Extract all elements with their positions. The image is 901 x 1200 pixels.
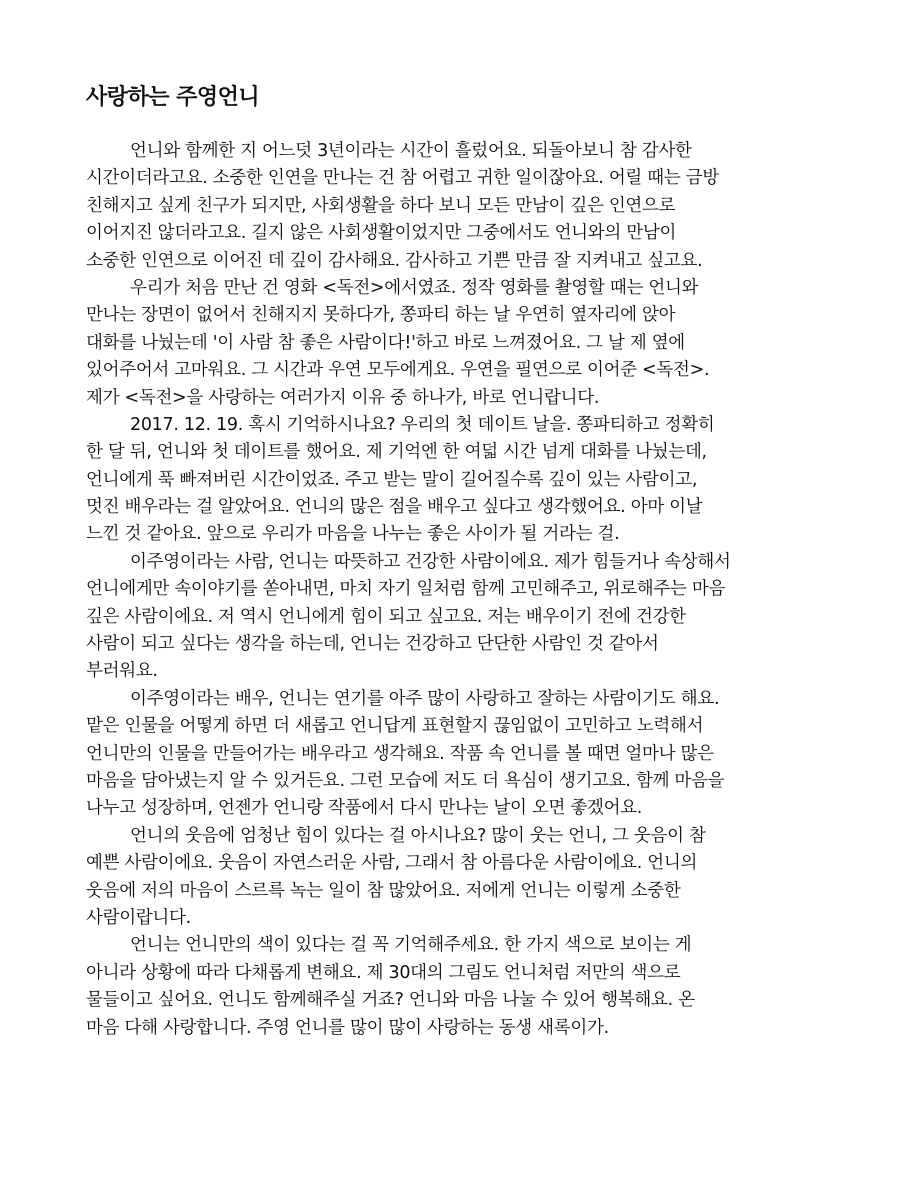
letter-line: 깊은 사람이에요. 저 역시 언니에게 힘이 되고 싶고요. 저는 배우이기 전에 건강한 — [86, 606, 686, 627]
letter-line: 물들이고 싶어요. 언니도 함께해주실 거죠? 언니와 마음 나눌 수 있어 행복해요. 온 — [86, 990, 695, 1011]
letter-line: 느낀 것 같아요. 앞으로 우리가 마음을 나누는 좋은 사이가 될 거라는 걸. — [86, 524, 620, 545]
letter-line: 만나는 장면이 없어서 친해지지 못하다가, 쫑파티 하는 날 우연히 옆자리에 앉아 — [86, 305, 676, 326]
letter-line: 있어주어서 고마워요. 그 시간과 우연 모두에게요. 우연을 필연으로 이어준 <독전>. — [86, 360, 710, 381]
letter-line: 부러워요. — [86, 661, 158, 682]
letter-line: 아니라 상황에 따라 다채롭게 변해요. 제 30대의 그림도 언니처럼 저만의 색으로 — [86, 962, 681, 983]
letter-line: 소중한 인연으로 이어진 데 깊이 감사해요. 감사하고 기쁜 만큼 잘 지켜내고 싶고요. — [86, 250, 703, 271]
letter-line: 마음 다해 사랑합니다. 주영 언니를 많이 많이 사랑하는 동생 새록이가. — [86, 1017, 609, 1038]
letter-line: 마음을 담아냈는지 알 수 있거든요. 그런 모습에 저도 더 욕심이 생기고요. 함께 마음을 — [86, 770, 725, 791]
letter-line: 예쁜 사람이에요. 웃음이 자연스러운 사람, 그래서 참 아름다운 사람이에요. 언니의 — [86, 853, 698, 874]
letter-line: 언니의 웃음에 엄청난 힘이 있다는 걸 아시나요? 많이 웃는 언니, 그 웃음이 참 — [130, 825, 706, 846]
letter-line: 이주영이라는 배우, 언니는 연기를 아주 많이 사랑하고 잘하는 사람이기도 해요. — [130, 688, 720, 709]
letter-line: 한 달 뒤, 언니와 첫 데이트를 했어요. 제 기억엔 한 여덟 시간 넘게 대화를 나눴는데, — [86, 442, 707, 463]
letter-line: 제가 <독전>을 사랑하는 여러가지 이유 중 하나가, 바로 언니랍니다. — [86, 387, 600, 408]
letter-line: 언니와 함께한 지 어느덧 3년이라는 시간이 흘렀어요. 되돌아보니 참 감사한 — [130, 141, 692, 161]
letter-line: 이주영이라는 사람, 언니는 따뜻하고 건강한 사람이에요. 제가 힘들거나 속상해서 — [130, 551, 731, 572]
letter-line: 시간이더라고요. 소중한 인연을 만나는 건 참 어렵고 귀한 일이잖아요. 어릴 때는 금방 — [86, 168, 719, 189]
letter-line: 언니만의 인물을 만들어가는 배우라고 생각해요. 작품 속 언니를 볼 때면 얼마나 많은 — [86, 743, 714, 764]
letter-body — [86, 138, 826, 1042]
letter-line: 맡은 인물을 어떻게 하면 더 새롭고 언니답게 표현할지 끊임없이 고민하고 노력해서 — [86, 716, 704, 737]
letter-title: 사랑하는 주영언니 — [86, 85, 260, 110]
letter-line: 이어지진 않더라고요. 길지 않은 사회생활이었지만 그중에서도 언니와의 만남이 — [86, 223, 677, 244]
letter-line: 사람이 되고 싶다는 생각을 하는데, 언니는 건강하고 단단한 사람인 것 같아서 — [86, 634, 659, 655]
letter-line: 웃음에 저의 마음이 스르륵 녹는 일이 참 많았어요. 저에게 언니는 이렇게 소중한 — [86, 880, 681, 901]
letter-line: 대화를 나눴는데 '이 사람 참 좋은 사람이다!'하고 바로 느껴졌어요. 그 날 제 옆에 — [86, 332, 685, 353]
letter-line: 멋진 배우라는 걸 알았어요. 언니의 많은 점을 배우고 싶다고 생각했어요. 아마 이날 — [86, 497, 703, 518]
letter-line: 우리가 처음 만난 건 영화 <독전>에서였죠. 정작 영화를 촬영할 때는 언니와 — [130, 277, 699, 298]
letter-line: 2017. 12. 19. 혹시 기억하시나요? 우리의 첫 데이트 날을. 쫑파티하고 정확히 — [130, 414, 715, 435]
letter-line: 언니는 언니만의 색이 있다는 걸 꼭 기억해주세요. 한 가지 색으로 보이는 게 — [130, 935, 692, 956]
letter-line: 친해지고 싶게 친구가 되지만, 사회생활을 하다 보니 모든 만남이 깊은 인연으로 — [86, 195, 676, 216]
letter-line: 사람이랍니다. — [86, 907, 191, 928]
letter-line: 나누고 성장하며, 언젠가 언니랑 작품에서 다시 만나는 날이 오면 좋겠어요. — [86, 798, 643, 819]
letter-line: 언니에게만 속이야기를 쏟아내면, 마치 자기 일처럼 함께 고민해주고, 위로해주는 마음 — [86, 579, 726, 600]
letter-line: 언니에게 푹 빠져버린 시간이었죠. 주고 받는 말이 길어질수록 깊이 있는 사람이고, — [86, 469, 698, 490]
